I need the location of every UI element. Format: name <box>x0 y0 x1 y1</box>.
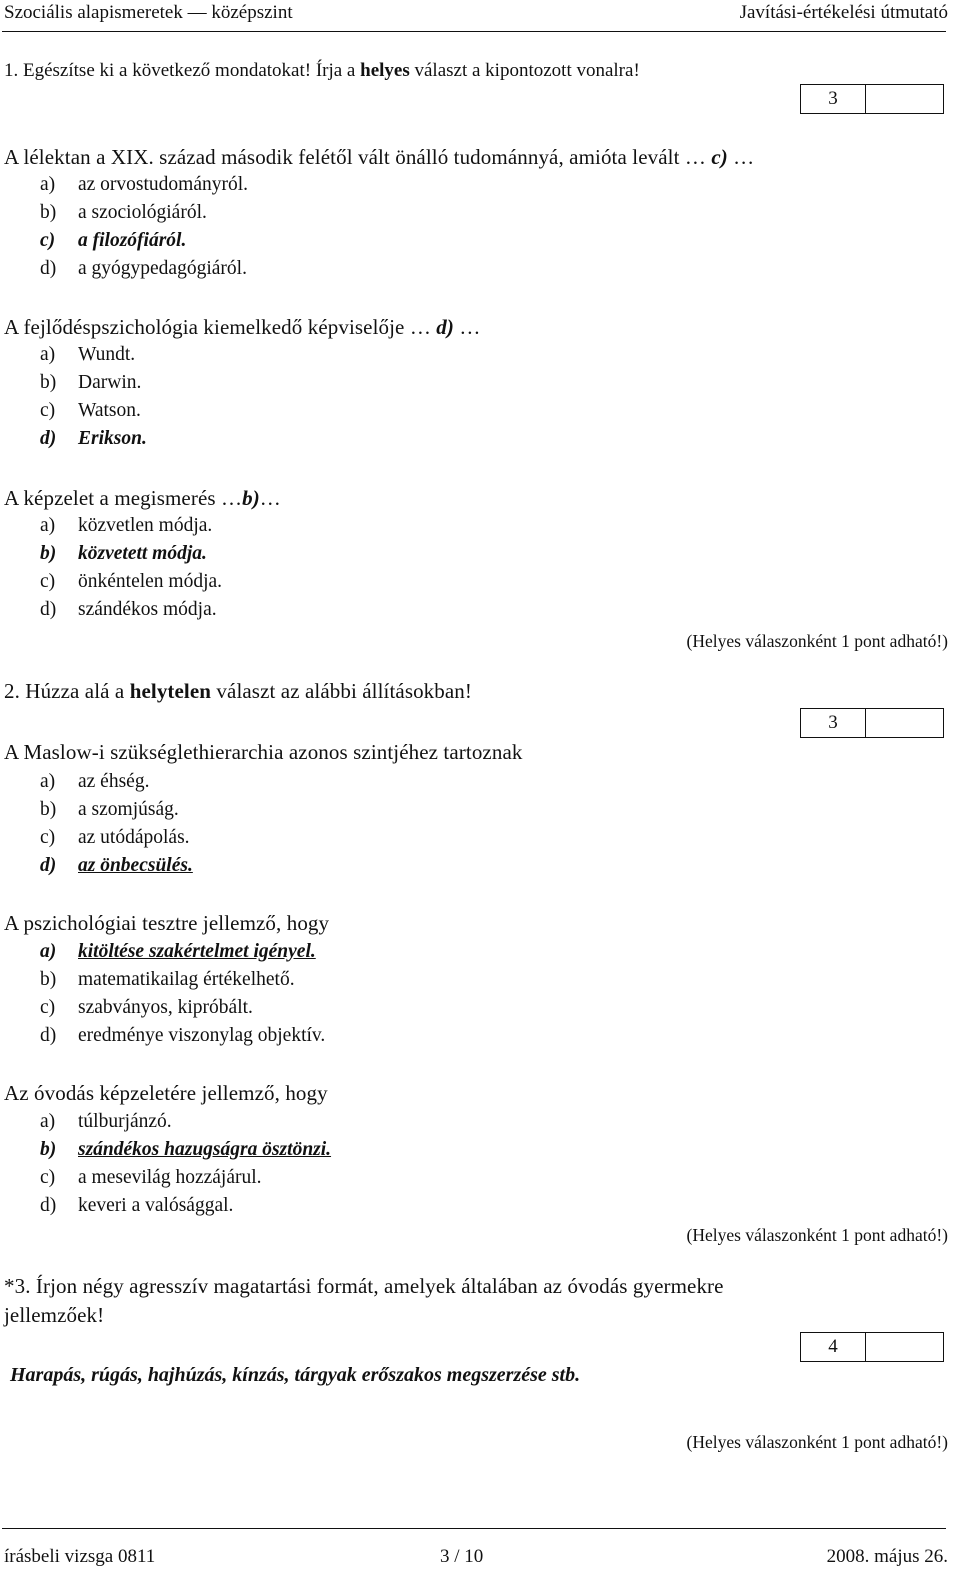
q1-title <box>4 60 640 82</box>
option-letter: b) <box>40 799 57 820</box>
q1-item2-stem <box>4 315 480 340</box>
q1-title-pre: 1. Egészítse ki a következő mondatokat! Írja a <box>4 60 361 81</box>
q2-scoring-note: (Helyes válaszonként 1 pont adható!) <box>686 1225 948 1245</box>
option-letter: c) <box>40 1167 56 1188</box>
option-letter: a) <box>40 1111 56 1132</box>
option-letter: d) <box>40 1025 57 1046</box>
q2-title <box>4 679 472 704</box>
option-text: a gyógypedagógiáról. <box>78 258 247 279</box>
option-text: a szomjúság. <box>78 799 179 820</box>
option-text: Wundt. <box>78 344 136 365</box>
option-letter: a) <box>40 941 57 962</box>
q1-item3-option-c <box>40 571 222 593</box>
q2-title-bold: helytelen <box>129 679 212 703</box>
q2-item1-option-d-underlined <box>40 855 193 877</box>
q3-answer: Harapás, rúgás, hajhúzás, kínzás, tárgyak erőszakos megszerzése stb. <box>10 1364 581 1386</box>
q1-item1-option-b <box>40 202 207 224</box>
q3-score-box <box>800 1332 944 1362</box>
option-text: szándékos hazugságra ösztönzi. <box>78 1139 332 1160</box>
footer-rule <box>2 1528 946 1529</box>
option-text: a szociológiáról. <box>78 202 207 223</box>
q2-item3-option-b-underlined <box>40 1139 331 1161</box>
option-letter: c) <box>40 997 56 1018</box>
q1-item1-stem <box>4 145 754 170</box>
option-text: az éhség. <box>78 771 150 792</box>
option-text: kitöltése szakértelmet igényel. <box>78 941 316 962</box>
option-letter: d) <box>40 428 57 449</box>
q1-title-bold: helyes <box>360 60 410 81</box>
header-subject: Szociális alapismeretek — középszint <box>4 2 293 23</box>
option-text: az önbecsülés. <box>78 855 193 876</box>
option-text: az orvostudományról. <box>78 174 249 195</box>
q2-item1-stem: A Maslow-i szükséglethierarchia azonos szintjéhez tartoznak <box>4 740 523 764</box>
q3-score: 4 <box>801 1333 866 1361</box>
option-text: önkéntelen módja. <box>78 571 223 592</box>
option-letter: a) <box>40 344 56 365</box>
option-text: a mesevilág hozzájárul. <box>78 1167 262 1188</box>
header-guide: Javítási-értékelési útmutató <box>739 2 948 23</box>
q2-item2-option-c <box>40 997 253 1019</box>
option-letter: d) <box>40 1195 57 1216</box>
q2-item1-option-b <box>40 799 179 821</box>
q2-item2-option-d <box>40 1025 325 1047</box>
option-letter: d) <box>40 855 57 876</box>
option-text: matematikailag értékelhető. <box>78 969 295 990</box>
option-letter: d) <box>40 599 57 620</box>
q1-item2-stem-tail: … <box>453 315 481 339</box>
q2-title-post: választ az alábbi állításokban! <box>211 679 472 703</box>
q2-item2-option-b <box>40 969 295 991</box>
q1-item2-option-b <box>40 372 141 394</box>
q1-item2-answer: d) <box>436 315 454 339</box>
option-text: szabványos, kipróbált. <box>78 997 253 1018</box>
q1-item3-stem <box>4 486 281 511</box>
header-rule <box>2 31 946 32</box>
q2-title-pre: 2. Húzza alá a <box>4 679 130 703</box>
q1-scoring-note: (Helyes válaszonként 1 pont adható!) <box>686 631 948 651</box>
footer-page-number: 3 / 10 <box>440 1546 484 1567</box>
q3-scoring-note: (Helyes válaszonként 1 pont adható!) <box>686 1432 948 1452</box>
q1-item1-stem-text: A lélektan a XIX. század második felétől vált önálló tudománnyá, amióta levált … <box>4 145 712 169</box>
q1-score: 3 <box>801 85 866 113</box>
q1-item3-option-d <box>40 599 217 621</box>
q1-score-box <box>800 84 944 114</box>
option-text: keveri a valósággal. <box>78 1195 234 1216</box>
q1-item3-option-a <box>40 515 212 537</box>
q1-item1-option-c-correct <box>40 230 186 252</box>
q1-item3-option-b-correct <box>40 543 207 565</box>
option-letter: a) <box>40 515 56 536</box>
option-letter: b) <box>40 1139 57 1160</box>
option-letter: b) <box>40 543 57 564</box>
q1-item1-option-d <box>40 258 247 280</box>
q2-item3-option-d <box>40 1195 233 1217</box>
footer-date: 2008. május 26. <box>826 1546 948 1567</box>
q3-title-line2: jellemzőek! <box>4 1303 105 1327</box>
q2-item1-option-a <box>40 771 149 793</box>
q2-item3-stem: Az óvodás képzeletére jellemző, hogy <box>4 1081 328 1105</box>
option-text: közvetett módja. <box>78 543 207 564</box>
option-text: szándékos módja. <box>78 599 217 620</box>
option-letter: c) <box>40 230 56 251</box>
option-letter: d) <box>40 258 57 279</box>
footer-exam-code: írásbeli vizsga 0811 <box>4 1546 156 1567</box>
q1-item2-stem-text: A fejlődéspszichológia kiemelkedő képviselője … <box>4 315 437 339</box>
option-text: az utódápolás. <box>78 827 190 848</box>
option-letter: c) <box>40 400 56 421</box>
option-text: Erikson. <box>78 428 147 449</box>
option-text: túlburjánzó. <box>78 1111 172 1132</box>
q1-item2-option-c <box>40 400 141 422</box>
q3-title-line1: *3. Írjon négy agresszív magatartási formát, amelyek általában az óvodás gyermekre <box>4 1274 724 1298</box>
q2-item2-stem: A pszichológiai tesztre jellemző, hogy <box>4 911 330 935</box>
option-letter: a) <box>40 771 56 792</box>
option-letter: c) <box>40 571 56 592</box>
option-letter: b) <box>40 202 57 223</box>
q1-item3-stem-text: A képzelet a megismerés … <box>4 486 243 510</box>
option-letter: b) <box>40 969 57 990</box>
option-text: közvetlen módja. <box>78 515 213 536</box>
q2-item1-option-c <box>40 827 190 849</box>
q1-item3-answer: b) <box>242 486 260 510</box>
q2-score-box <box>800 708 944 738</box>
q2-score: 3 <box>801 709 866 737</box>
q1-item1-option-a <box>40 174 248 196</box>
option-letter: b) <box>40 372 57 393</box>
option-text: a filozófiáról. <box>78 230 187 251</box>
q2-item2-option-a-underlined <box>40 941 316 963</box>
q2-item3-option-a <box>40 1111 172 1133</box>
q2-item3-option-c <box>40 1167 262 1189</box>
option-text: Watson. <box>78 400 141 421</box>
q1-item1-stem-tail: … <box>727 145 755 169</box>
q1-item2-option-d-correct <box>40 428 147 450</box>
option-letter: c) <box>40 827 56 848</box>
q1-item1-answer: c) <box>711 145 728 169</box>
q1-item2-option-a <box>40 344 135 366</box>
option-text: eredménye viszonylag objektív. <box>78 1025 326 1046</box>
q1-title-post: választ a kipontozott vonalra! <box>409 60 640 81</box>
option-letter: a) <box>40 174 56 195</box>
q1-item3-stem-tail: … <box>259 486 281 510</box>
option-text: Darwin. <box>78 372 142 393</box>
